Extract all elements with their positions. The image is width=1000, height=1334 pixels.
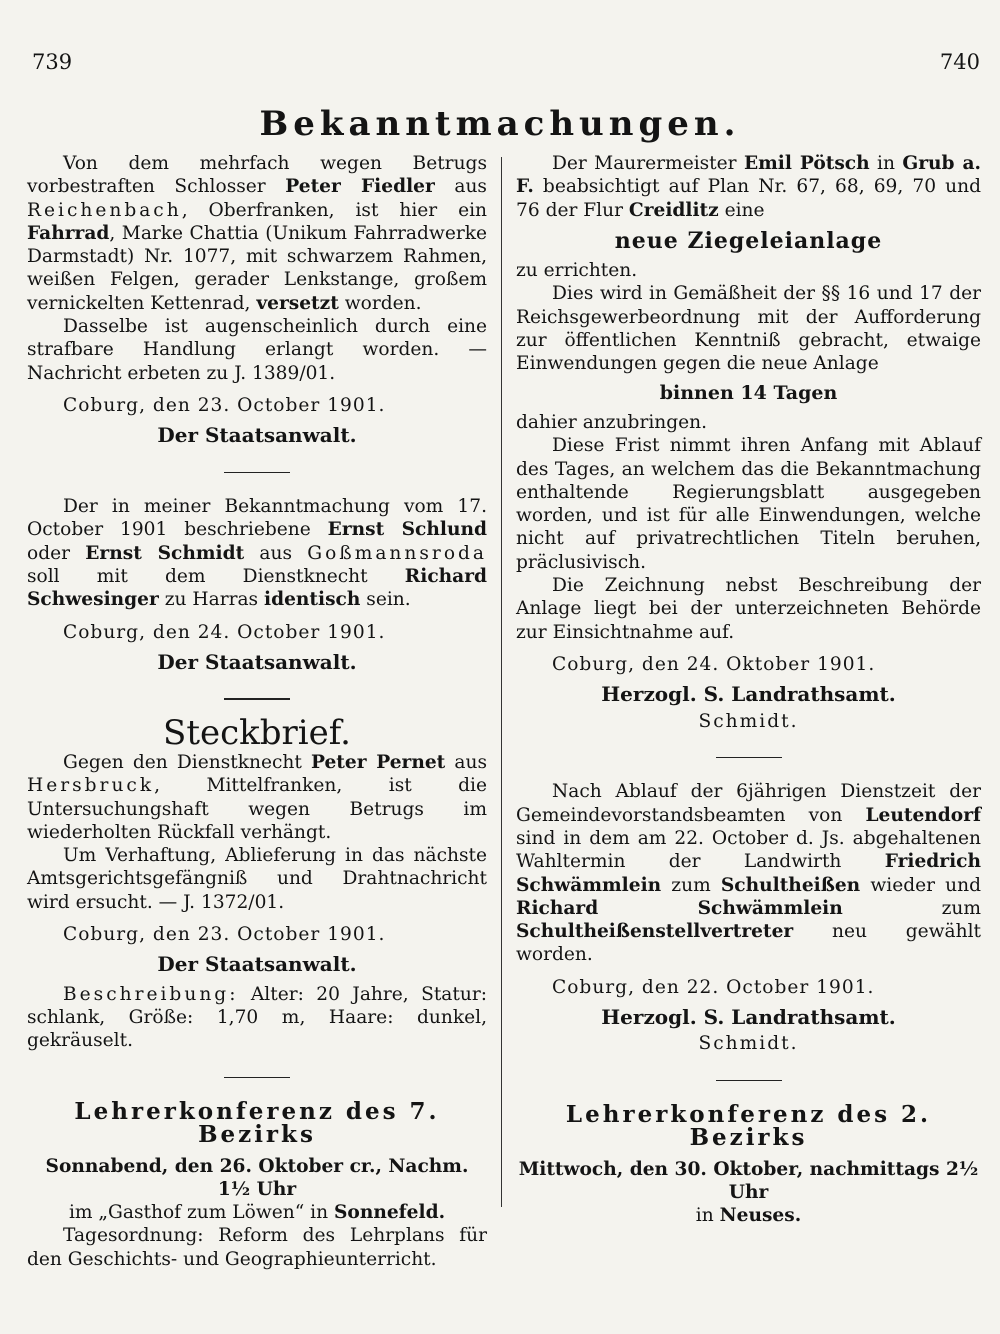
signature: Der Staatsanwalt. <box>157 649 357 674</box>
text: Von dem mehrfach wegen Betrugs vorbestraften Schlosser <box>27 153 487 198</box>
text: Nach Ablauf der 6jährigen Dienstzeit der Gemeindevorstandsbeamten von <box>516 781 981 826</box>
text: beabsichtigt auf Plan Nr. 67, 68, 69, 70 und 76 der Flur <box>516 176 981 221</box>
notice-body <box>516 152 981 222</box>
place-name: Goßmannsroda <box>307 542 487 564</box>
column-divider <box>501 157 502 1207</box>
text: in <box>695 1205 720 1227</box>
person-name: Ernst Schlund <box>327 519 487 541</box>
notice-identity <box>27 495 487 674</box>
text: Alter: 20 Jahre, Statur: schlank, Größe: 1,70 m, Haare: dunkel, gekräuselt. <box>27 983 487 1052</box>
notice-body <box>27 495 487 611</box>
notice-election <box>516 780 981 1055</box>
place-name: Hersbruck <box>27 775 155 797</box>
person-name: Richard Schwesinger <box>27 565 487 611</box>
description-label: Beschreibung: <box>63 983 239 1005</box>
text: zum <box>661 874 721 896</box>
person-name: Richard Schwämmlein <box>516 897 843 919</box>
person-name: Peter Pernet <box>310 751 446 773</box>
notice-body <box>27 751 487 844</box>
description <box>27 983 487 1053</box>
right-column <box>516 152 981 1228</box>
text: im „Gasthof zum Löwen“ in <box>68 1202 334 1224</box>
notice-teacher-conference-7 <box>27 1100 487 1271</box>
text: oder <box>27 542 86 564</box>
office-title: Schultheißenstellvertreter <box>516 921 794 943</box>
text: worden. <box>338 292 422 314</box>
signer: Schmidt. <box>698 1033 799 1055</box>
place-name: Leutendorf <box>865 804 981 826</box>
section-heading: Lehrerkonferenz des 7. Bezirks <box>74 1098 440 1149</box>
text: , Mittelfranken, ist die Untersuchungshaft wegen Betrugs im wiederholten Rückfall verhängt. <box>27 775 487 843</box>
text: aus <box>434 176 487 198</box>
deadline: binnen 14 Tagen <box>659 381 838 404</box>
text: zu Harras <box>158 589 265 611</box>
place-name: Grub a. F. <box>516 153 981 198</box>
meeting-place <box>27 1201 487 1224</box>
notice-text: dahier anzubringen. <box>516 411 708 433</box>
notice-steckbrief <box>27 712 488 1053</box>
place-name: Creidlitz <box>628 199 719 221</box>
text: aus <box>445 751 488 773</box>
notice-paragraph: Diese Frist nimmt ihren Anfang mit Ablauf des Tages, an welchem das die Bekanntmachung enthaltende Regierungsblatt ausgegeben worden, und ist für alle Einwendungen, welche nicht auf privatrechtlichen Titeln beruhen, präclusivisch. <box>516 435 981 573</box>
notice-body <box>27 152 487 315</box>
notice-paragraph: Dies wird in Gemäßheit der §§ 16 und 17 der Reichsgewerbeordnung mit der Aufforderung zur öffentlichen Kenntniß gebracht, etwaige Einwendungen gegen die neue Anlage <box>516 283 981 375</box>
separator <box>716 1080 782 1082</box>
place-date: Coburg, den 24. October 1901. <box>63 621 386 643</box>
meeting-time: Mittwoch, den 30. Oktober, nachmittags 2½ Uhr <box>518 1158 979 1203</box>
text: zum <box>842 897 981 919</box>
office-title: Schultheißen <box>720 874 861 896</box>
signature: Der Staatsanwalt. <box>157 423 357 448</box>
agenda: Tagesordnung: Reform des Lehrplans für den Geschichts- und Geographieunterricht. <box>27 1225 487 1270</box>
text: Der Maurermeister <box>552 153 744 174</box>
text: soll mit dem Dienstknecht <box>27 565 405 587</box>
emphasis: versetzt <box>256 292 339 314</box>
place-date: Coburg, den 23. October 1901. <box>63 394 386 416</box>
place-date: Coburg, den 24. Oktober 1901. <box>552 653 876 675</box>
left-column <box>27 152 487 1271</box>
page-title: Bekanntmachungen. <box>259 104 741 144</box>
signature: Der Staatsanwalt. <box>157 952 357 977</box>
place-date: Coburg, den 23. October 1901. <box>63 924 386 946</box>
text: sind in dem am 22. October d. Js. abgehaltenen Wahltermin der Landwirth <box>516 827 981 873</box>
text: Gegen den Dienstknecht <box>63 751 311 773</box>
separator <box>224 472 290 474</box>
notice-paragraph: Um Verhaftung, Ablieferung in das nächste Amtsgerichtsgefängniß und Drahtnachricht wird ersucht. — J. 1372/01. <box>27 845 487 913</box>
separator <box>224 1077 290 1079</box>
emphasis: identisch <box>264 589 361 611</box>
text: , Oberfranken, ist hier ein <box>181 199 487 221</box>
notice-teacher-conference-2 <box>516 1103 981 1227</box>
notice-bicycle <box>27 152 487 448</box>
text: wieder und <box>860 874 981 896</box>
text: aus <box>244 542 308 564</box>
place-name: Reichenbach <box>27 199 182 221</box>
page-number-left: 739 <box>32 50 73 74</box>
section-heading: Lehrerkonferenz des 2. Bezirks <box>565 1101 932 1152</box>
person-name: Friedrich Schwämmlein <box>516 851 981 896</box>
person-name: Peter Fiedler <box>285 176 435 198</box>
notice-text: zu errichten. <box>516 260 638 282</box>
text: in <box>869 153 903 174</box>
project-name: neue Ziegeleianlage <box>614 227 883 254</box>
meeting-time: Sonnabend, den 26. Oktober cr., Nachm. 1½ Uhr <box>45 1155 469 1200</box>
place-name: Neuses. <box>719 1205 802 1227</box>
text: sein. <box>360 589 411 611</box>
place-name: Sonnefeld. <box>333 1202 446 1224</box>
meeting-place <box>516 1204 981 1227</box>
text: , Marke Chattia (Unikum Fahrradwerke Darmstadt) Nr. 1077, mit schwarzem Rahmen, weißen Felgen, gerader Lenkstange, großem vernickelten Kettenrad, <box>27 222 487 314</box>
signature: Herzogl. S. Landrathsamt. <box>601 1005 896 1029</box>
text: Der in meiner Bekanntmachung vom 17. October 1901 beschriebene <box>27 496 487 541</box>
notice-brickworks <box>516 152 981 733</box>
person-name: Ernst Schmidt <box>85 542 245 564</box>
signer: Schmidt. <box>698 710 799 732</box>
separator <box>716 757 782 759</box>
notice-paragraph: Die Zeichnung nebst Beschreibung der Anlage liegt bei der unterzeichneten Behörde zur Einsichtnahme auf. <box>516 575 981 643</box>
notice-body <box>516 780 981 966</box>
text: eine <box>718 199 765 221</box>
place-date: Coburg, den 22. October 1901. <box>552 976 875 998</box>
page-number-right: 740 <box>939 50 980 74</box>
text: neu gewählt worden. <box>516 921 981 966</box>
item-name: Fahrrad <box>27 222 110 244</box>
notice-paragraph: Dasselbe ist augenscheinlich durch eine strafbare Handlung erlangt worden. — Nachricht erbeten zu J. 1389/01. <box>27 316 487 384</box>
section-heading: Steckbrief. <box>163 712 351 753</box>
separator <box>224 698 290 700</box>
person-name: Emil Pötsch <box>743 153 870 174</box>
signature: Herzogl. S. Landrathsamt. <box>601 682 896 707</box>
